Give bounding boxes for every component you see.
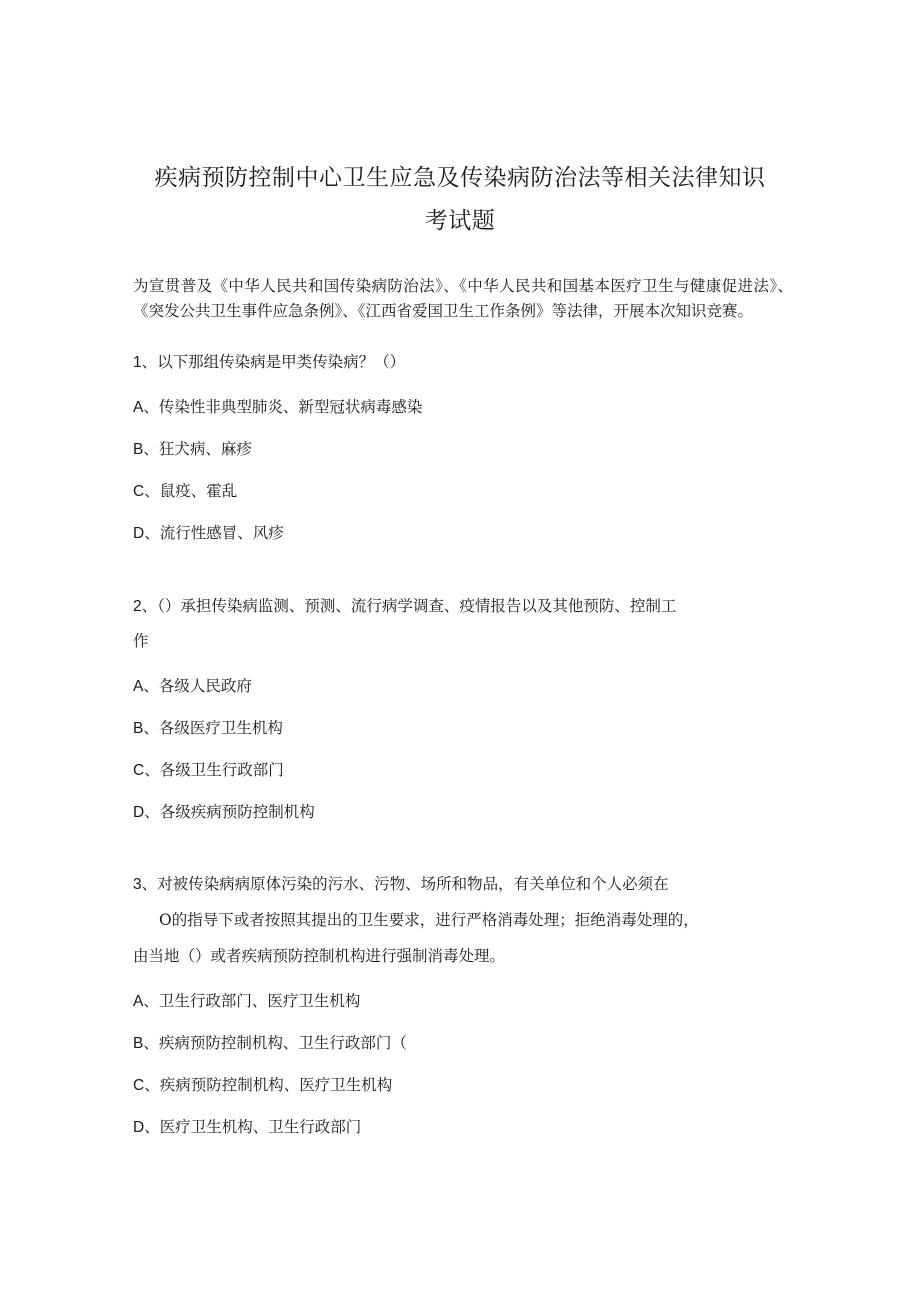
question-number: 3、 bbox=[133, 876, 158, 893]
option-letter: D、 bbox=[133, 1119, 160, 1136]
option-letter: B、 bbox=[133, 1035, 159, 1052]
question-3-option-c bbox=[133, 1075, 392, 1096]
question-number: 2、 bbox=[133, 598, 158, 615]
option-letter: C、 bbox=[133, 1077, 160, 1094]
question-1 bbox=[133, 352, 405, 373]
question-2-option-b bbox=[133, 718, 283, 739]
option-letter: A、 bbox=[133, 993, 159, 1010]
option-text: 各级疾病预防控制机构 bbox=[159, 803, 315, 821]
question-1-option-d bbox=[133, 523, 284, 544]
page-title: 疾病预防控制中心卫生应急及传染病防治法等相关法律知识 bbox=[154, 165, 766, 191]
option-letter: D、 bbox=[133, 525, 160, 542]
question-number: 1、 bbox=[133, 354, 158, 371]
option-letter: B、 bbox=[133, 441, 159, 458]
option-letter: B、 bbox=[133, 720, 159, 737]
question-2-continuation: 作 bbox=[133, 632, 149, 650]
option-text: 卫生行政部门、医疗卫生机构 bbox=[158, 992, 361, 1010]
question-3-continuation-2: 由当地（）或者疾病预防控制机构进行强制消毒处理。 bbox=[133, 947, 506, 965]
question-text: 对被传染病病原体污染的污水、污物、场所和物品，有关单位和个人必须在 bbox=[157, 875, 669, 893]
page-title-line-2: 考试题 bbox=[424, 208, 496, 234]
option-text: 各级医疗卫生机构 bbox=[158, 719, 283, 737]
question-2-option-d bbox=[133, 802, 315, 823]
option-text: 鼠疫、霍乱 bbox=[159, 482, 238, 500]
question-1-option-b bbox=[133, 439, 252, 460]
question-3-option-a bbox=[133, 991, 360, 1012]
option-letter: A、 bbox=[133, 678, 159, 695]
question-text: （）承担传染病监测、预测、流行病学调查、疫情报告以及其他预防、控制工 bbox=[157, 597, 677, 615]
option-text: 疾病预防控制机构、卫生行政部门（ bbox=[158, 1034, 407, 1052]
question-2-option-a bbox=[133, 676, 252, 697]
option-text: 流行性感冒、风疹 bbox=[159, 524, 284, 542]
question-3-option-d bbox=[133, 1117, 361, 1138]
question-1-option-c bbox=[133, 481, 237, 502]
question-3-continuation-1: O的指导下或者按照其提出的卫生要求，进行严格消毒处理；拒绝消毒处理的， bbox=[159, 911, 699, 929]
question-3-option-b bbox=[133, 1033, 407, 1054]
option-letter: C、 bbox=[133, 762, 160, 779]
option-text: 传染性非典型肺炎、新型冠状病毒感染 bbox=[158, 398, 423, 416]
option-letter: A、 bbox=[133, 399, 159, 416]
option-text: 狂犬病、麻疹 bbox=[158, 440, 252, 458]
option-letter: D、 bbox=[133, 804, 160, 821]
question-1-option-a bbox=[133, 397, 422, 418]
option-text: 疾病预防控制机构、医疗卫生机构 bbox=[159, 1076, 393, 1094]
intro-paragraph: 为宣贯普及《中华人民共和国传染病防治法》、《中华人民共和国基本医疗卫生与健康促进法》、《突发公共卫生事件应急条例》、《江西省爱国卫生工作条例》等法律，开展本次知识竞赛。 bbox=[133, 277, 793, 320]
option-text: 各级人民政府 bbox=[158, 677, 252, 695]
question-text: 以下那组传染病是甲类传染病？（） bbox=[157, 353, 406, 371]
option-letter: C、 bbox=[133, 483, 160, 500]
question-2-option-c bbox=[133, 760, 284, 781]
option-text: 医疗卫生机构、卫生行政部门 bbox=[159, 1118, 362, 1136]
option-text: 各级卫生行政部门 bbox=[159, 761, 284, 779]
question-2 bbox=[133, 596, 676, 617]
question-3 bbox=[133, 874, 669, 895]
